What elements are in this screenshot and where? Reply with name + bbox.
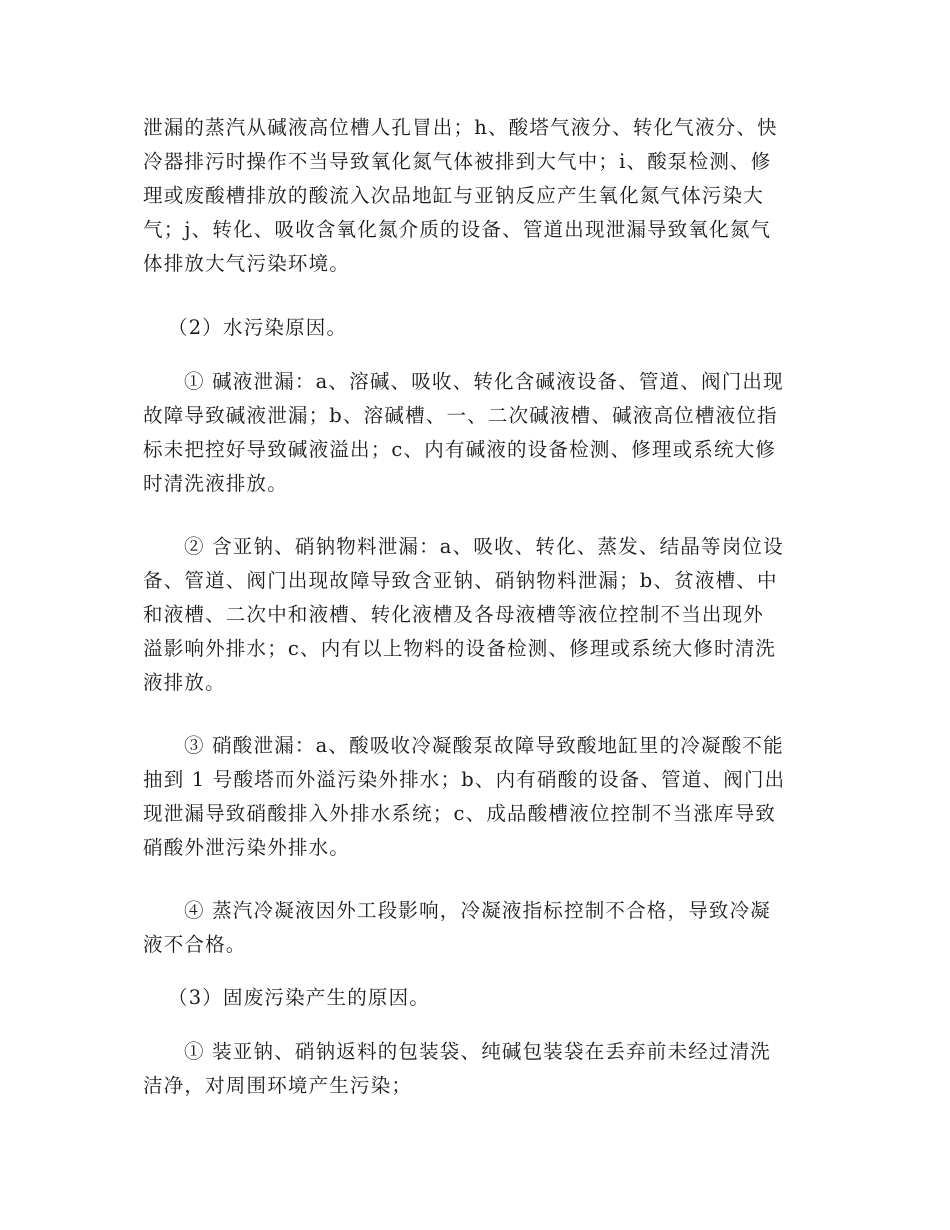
text-line: 液不合格。 xyxy=(143,933,247,956)
text-line: ④ 蒸汽冷凝液因外工段影响，冷凝液指标控制不合格，导致冷凝 xyxy=(184,899,771,922)
text-line: 和液槽、二次中和液槽、转化液槽及各母液槽等液位控制不当出现外 xyxy=(143,603,765,626)
text-line: ② 含亚钠、硝钠物料泄漏：a、吸收、转化、蒸发、结晶等岗位设 xyxy=(184,535,784,558)
paragraph-packaging-bags xyxy=(143,1035,815,1103)
text-line: 液排放。 xyxy=(143,671,226,694)
paragraph-alkali-leak xyxy=(143,365,815,501)
text-line: 备、管道、阀门出现故障导致含亚钠、硝钠物料泄漏；b、贫液槽、中 xyxy=(143,569,778,592)
paragraph-steam-condensate xyxy=(143,894,815,962)
text-line: 冷器排污时操作不当导致氧化氮气体被排到大气中；i、酸泵检测、修 xyxy=(143,150,772,173)
text-line: 故障导致碱液泄漏；b、溶碱槽、一、二次碱液槽、碱液高位槽液位指 xyxy=(143,404,778,427)
text-line: ③ 硝酸泄漏：a、酸吸收冷凝酸泵故障导致酸地缸里的冷凝酸不能 xyxy=(184,734,784,757)
section-heading-solid-waste: （3）固废污染产生的原因。 xyxy=(168,986,431,1009)
text-line: 标未把控好导致碱液溢出；c、内有碱液的设备检测、修理或系统大修 xyxy=(143,438,777,461)
text-line: ① 碱液泄漏：a、溶碱、吸收、转化含碱液设备、管道、阀门出现 xyxy=(184,370,784,393)
text-line: 气；j、转化、吸收含氧化氮介质的设备、管道出现泄漏导致氧化氮气 xyxy=(143,218,772,241)
text-line: 泄漏的蒸汽从碱液高位槽人孔冒出；h、酸塔气液分、转化气液分、快 xyxy=(143,116,778,139)
text-line: 理或废酸槽排放的酸流入次品地缸与亚钠反应产生氧化氮气体污染大 xyxy=(143,184,765,207)
text-line: 现泄漏导致硝酸排入外排水系统；c、成品酸槽液位控制不当涨库导致 xyxy=(143,802,777,825)
text-line: ① 装亚钠、硝钠返料的包装袋、纯碱包装袋在丢弃前未经过清洗 xyxy=(184,1040,771,1063)
paragraph-nitric-acid-leak xyxy=(143,729,815,865)
text-line: 抽到 1 号酸塔而外溢污染外排水；b、内有硝酸的设备、管道、阀门出 xyxy=(143,768,786,791)
paragraph-nitrite-nitrate-leak xyxy=(143,530,815,700)
text-line: 体排放大气污染环境。 xyxy=(143,252,351,275)
text-line: 溢影响外排水；c、内有以上物料的设备检测、修理或系统大修时清洗 xyxy=(143,637,777,660)
text-line: 时清洗液排放。 xyxy=(143,472,288,495)
paragraph-air-pollution-continued xyxy=(143,111,815,281)
text-line: 洁净，对周围环境产生污染； xyxy=(143,1074,413,1097)
section-heading-water-pollution: （2）水污染原因。 xyxy=(168,316,348,339)
text-line: 硝酸外泄污染外排水。 xyxy=(143,836,351,859)
